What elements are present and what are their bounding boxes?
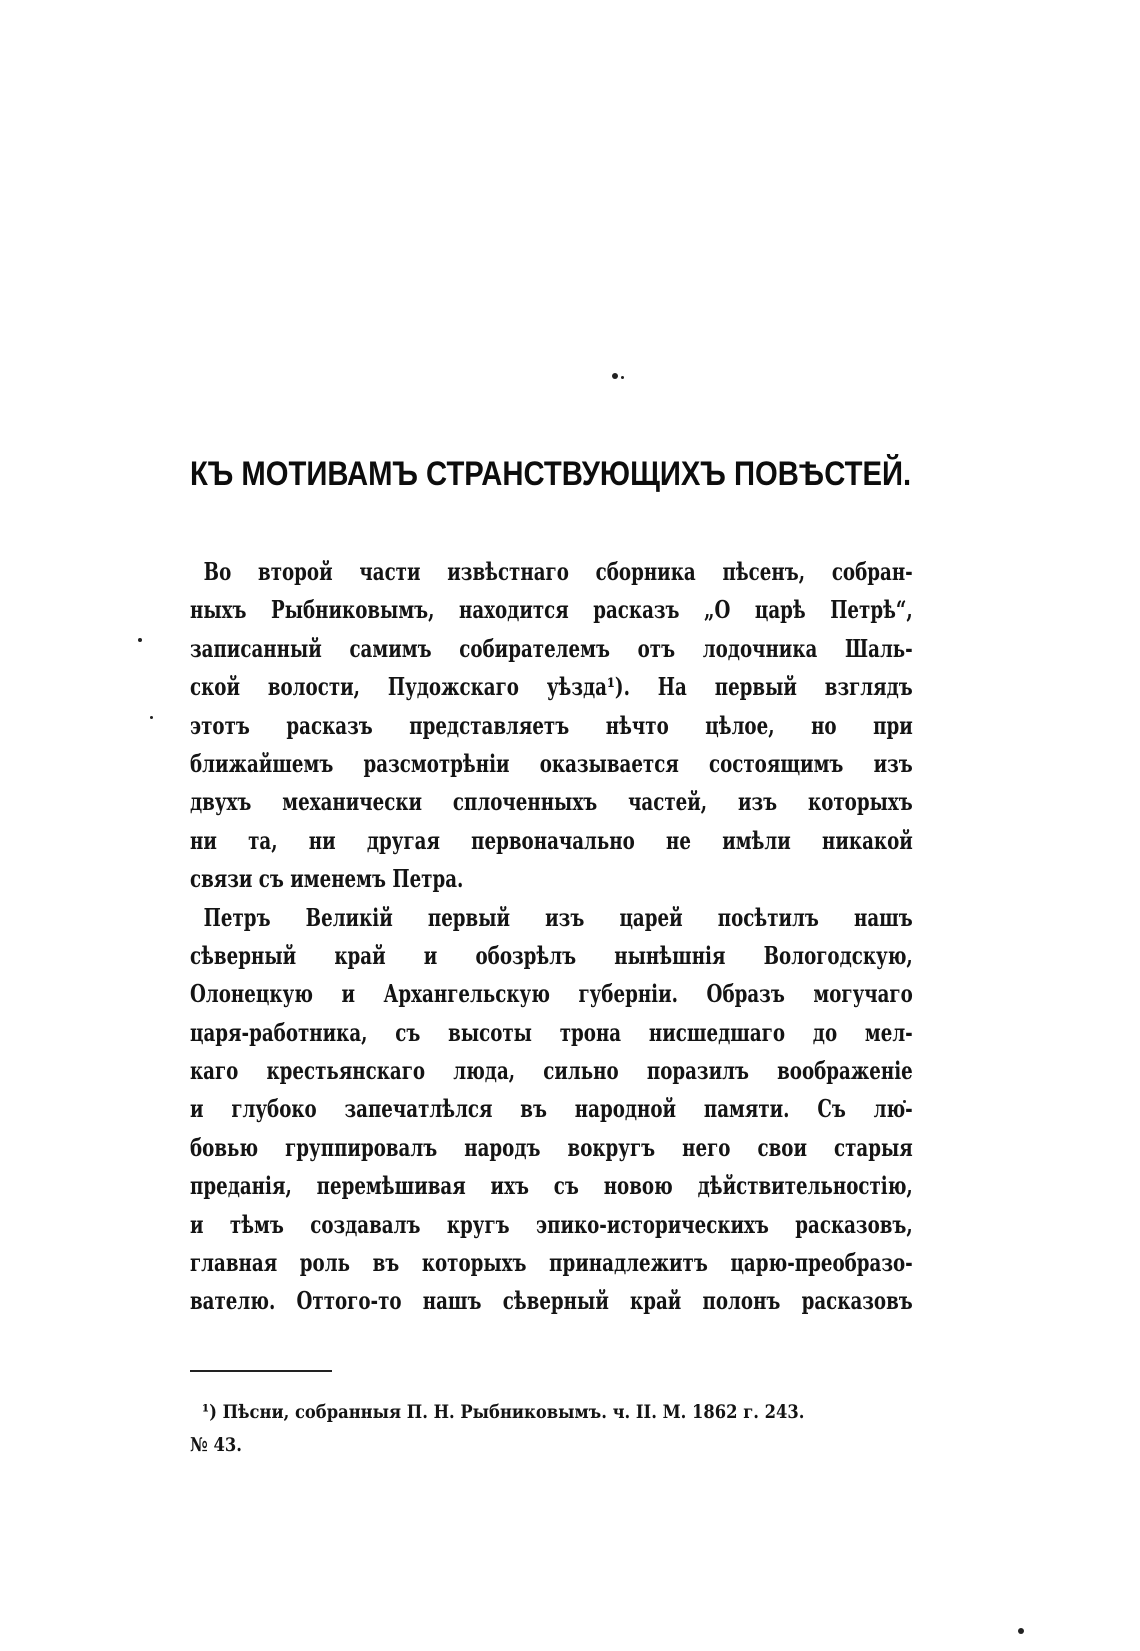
text-line: связи съ именемъ Петра.	[190, 864, 464, 894]
scan-speck	[150, 716, 153, 719]
footnote-line: ¹) Пѣсни, собранныя П. Н. Рыбниковымъ. ч. II. М. 1862 г. 243.	[202, 1401, 805, 1423]
footnote-divider	[190, 1370, 332, 1372]
text-line: этотъ расказъ представляетъ нѣчто цѣлое, но при	[190, 710, 913, 740]
text-line: Олонецкую и Архангельскую губерніи. Образъ могучаго	[190, 979, 913, 1009]
body-text	[190, 553, 913, 1321]
text-line: и тѣмъ создавалъ кругъ эпико-историческихъ расказовъ,	[190, 1209, 913, 1239]
text-line: двухъ механически сплоченныхъ частей, изъ которыхъ	[190, 787, 913, 817]
text-line: ближайшемъ разсмотрѣніи оказывается состоящимъ изъ	[190, 748, 913, 778]
text-line: сѣверный край и обозрѣлъ нынѣшнія Вологодскую,	[190, 940, 913, 970]
text-line: Петръ Великій первый изъ царей посѣтилъ нашъ	[203, 902, 913, 932]
text-line: вателю. Оттого-то нашъ сѣверный край полонъ расказовъ	[190, 1286, 913, 1316]
scan-speck	[138, 638, 142, 642]
footnote	[190, 1396, 1090, 1462]
text-line: ской волости, Пудожскаго уѣзда¹). На первый взглядъ	[190, 672, 913, 702]
scan-speck	[1018, 1628, 1024, 1634]
chapter-title: КЪ МОТИВАМЪ СТРАНСТВУЮЩИХЪ ПОВѢСТЕЙ.	[190, 455, 912, 493]
text-line: главная роль въ которыхъ принадлежитъ царю-преобразо-	[190, 1248, 913, 1278]
scan-speck	[612, 373, 618, 379]
text-line: ныхъ Рыбниковымъ, находится расказъ „О царѣ Петрѣ“,	[190, 595, 913, 625]
text-line: преданія, перемѣшивая ихъ съ новою дѣйствительностію,	[190, 1171, 913, 1201]
text-line: каго крестьянскаго люда, сильно поразилъ воображеніе	[190, 1056, 913, 1086]
text-line: Во второй части извѣстнаго сборника пѣсенъ, собран-	[203, 557, 913, 586]
text-line: записанный самимъ собирателемъ отъ лодочника Шаль-	[190, 633, 913, 663]
text-line: ни та, ни другая первоначально не имѣли никакой	[190, 825, 913, 855]
scan-speck	[621, 376, 624, 379]
text-line: бовью группировалъ народъ вокругъ него свои старыя	[190, 1132, 913, 1162]
text-line: и глубоко запечатлѣлся въ народной памяти. Съ лю-	[190, 1094, 913, 1124]
text-line: царя-работника, съ высоты трона нисшедшаго до мел-	[190, 1017, 913, 1047]
footnote-line: № 43.	[190, 1434, 242, 1456]
